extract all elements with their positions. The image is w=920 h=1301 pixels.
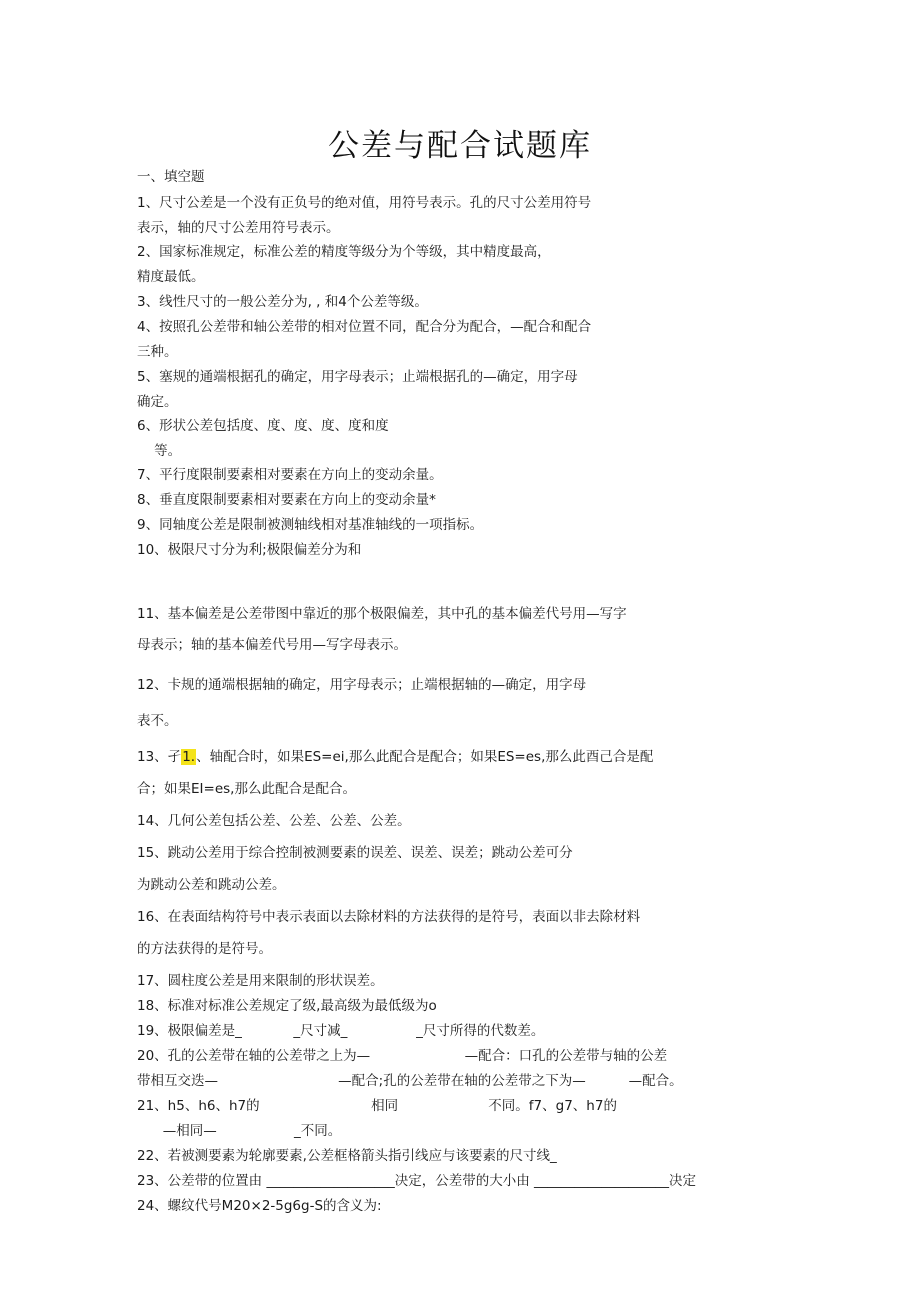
text-line: 等。 [137,443,182,459]
text-line: 母表示；轴的基本偏差代号用—写字母表示。 [137,637,407,653]
text-line: 一、填空题 [137,169,205,185]
text-line: 10、极限尺寸分为利;极限偏差分为和 [137,542,362,558]
page-title: 公差与配合试题库 [328,128,592,164]
text-line: 16、在表面结构符号中表示表面以去除材料的方法获得的是符号，表面以非去除材料 [137,909,641,925]
text-line: 表示，轴的尺寸公差用符号表示。 [137,220,340,236]
text-line: 12、卡规的通端根据轴的确定，用字母表示；止端根据轴的—确定，用字母 [137,677,587,693]
text-line: 19、极限偏差是_ _尺寸减_ _尺寸所得的代数差。 [137,1023,545,1039]
text-line: 带相互交迭— —配合;孔的公差带在轴的公差带之下为— —配合。 [137,1073,683,1089]
text-line: 20、孔的公差带在轴的公差带之上为— —配合：口孔的公差带与轴的公差 [137,1048,668,1064]
text-line: 18、标准对标准公差规定了级,最高级为最低级为o [137,998,437,1014]
text-line: 21、h5、h6、h7的 相同 不同。f7、g7、h7的 [137,1098,617,1114]
text-line: 合；如果EI=es,那么此配合是配合。 [137,781,356,797]
text-line: 3、线性尺寸的一般公差分为, , 和4个公差等级。 [137,294,428,310]
text-line: 精度最低。 [137,269,205,285]
text-line: 4、按照孔公差带和轴公差带的相对位置不同，配合分为配合，—配合和配合 [137,319,592,335]
text-line: 2、国家标准规定，标准公差的精度等级分为个等级，其中精度最高， [137,244,551,260]
text-line: 11、基本偏差是公差带图中靠近的那个极限偏差，其中孔的基本偏差代号用—写字 [137,606,627,622]
text-line: 1、尺寸公差是一个没有正负号的绝对值，用符号表示。孔的尺寸公差用符号 [137,195,592,211]
text-line: 6、形状公差包括度、度、度、度、度和度 [137,418,389,434]
text-line: 23、公差带的位置由 ___________________决定，公差带的大小由 ____________________决定 [137,1173,697,1189]
text-line: 三种。 [137,344,178,360]
highlighted-text: 1. [182,749,196,765]
question-13-prefix: 13、孑 [137,749,182,765]
text-line: 8、垂直度限制要素相对要素在方向上的变动余量* [137,492,436,508]
text-line: 表不。 [137,713,178,729]
text-line: 7、平行度限制要素相对要素在方向上的变动余量。 [137,467,443,483]
question-13-line [137,748,653,766]
question-13-suffix: 、轴配合时，如果ES=ei,那么此配合是配合；如果ES=es,那么此酉己合是配 [196,749,654,765]
text-line: 为跳动公差和跳动公差。 [137,877,286,893]
text-line: 24、螺纹代号M20×2-5g6g-S的含义为: [137,1198,382,1214]
text-line: 22、若被测要素为轮廓要素,公差框格箭头指引线应与该要素的尺寸线_ [137,1148,557,1164]
text-line: 15、跳动公差用于综合控制被测要素的误差、误差、误差；跳动公差可分 [137,845,573,861]
text-line: 14、几何公差包括公差、公差、公差、公差。 [137,813,411,829]
text-line: 9、同轴度公差是限制被测轴线相对基准轴线的一项指标。 [137,517,484,533]
text-line: 5、塞规的通端根据孔的确定，用字母表示；止端根据孔的—确定，用字母 [137,369,578,385]
text-line: —相同— _不同。 [137,1123,342,1139]
text-line: 17、圆柱度公差是用来限制的形状误差。 [137,973,384,989]
text-line: 确定。 [137,394,178,410]
text-line: 的方法获得的是符号。 [137,941,272,957]
